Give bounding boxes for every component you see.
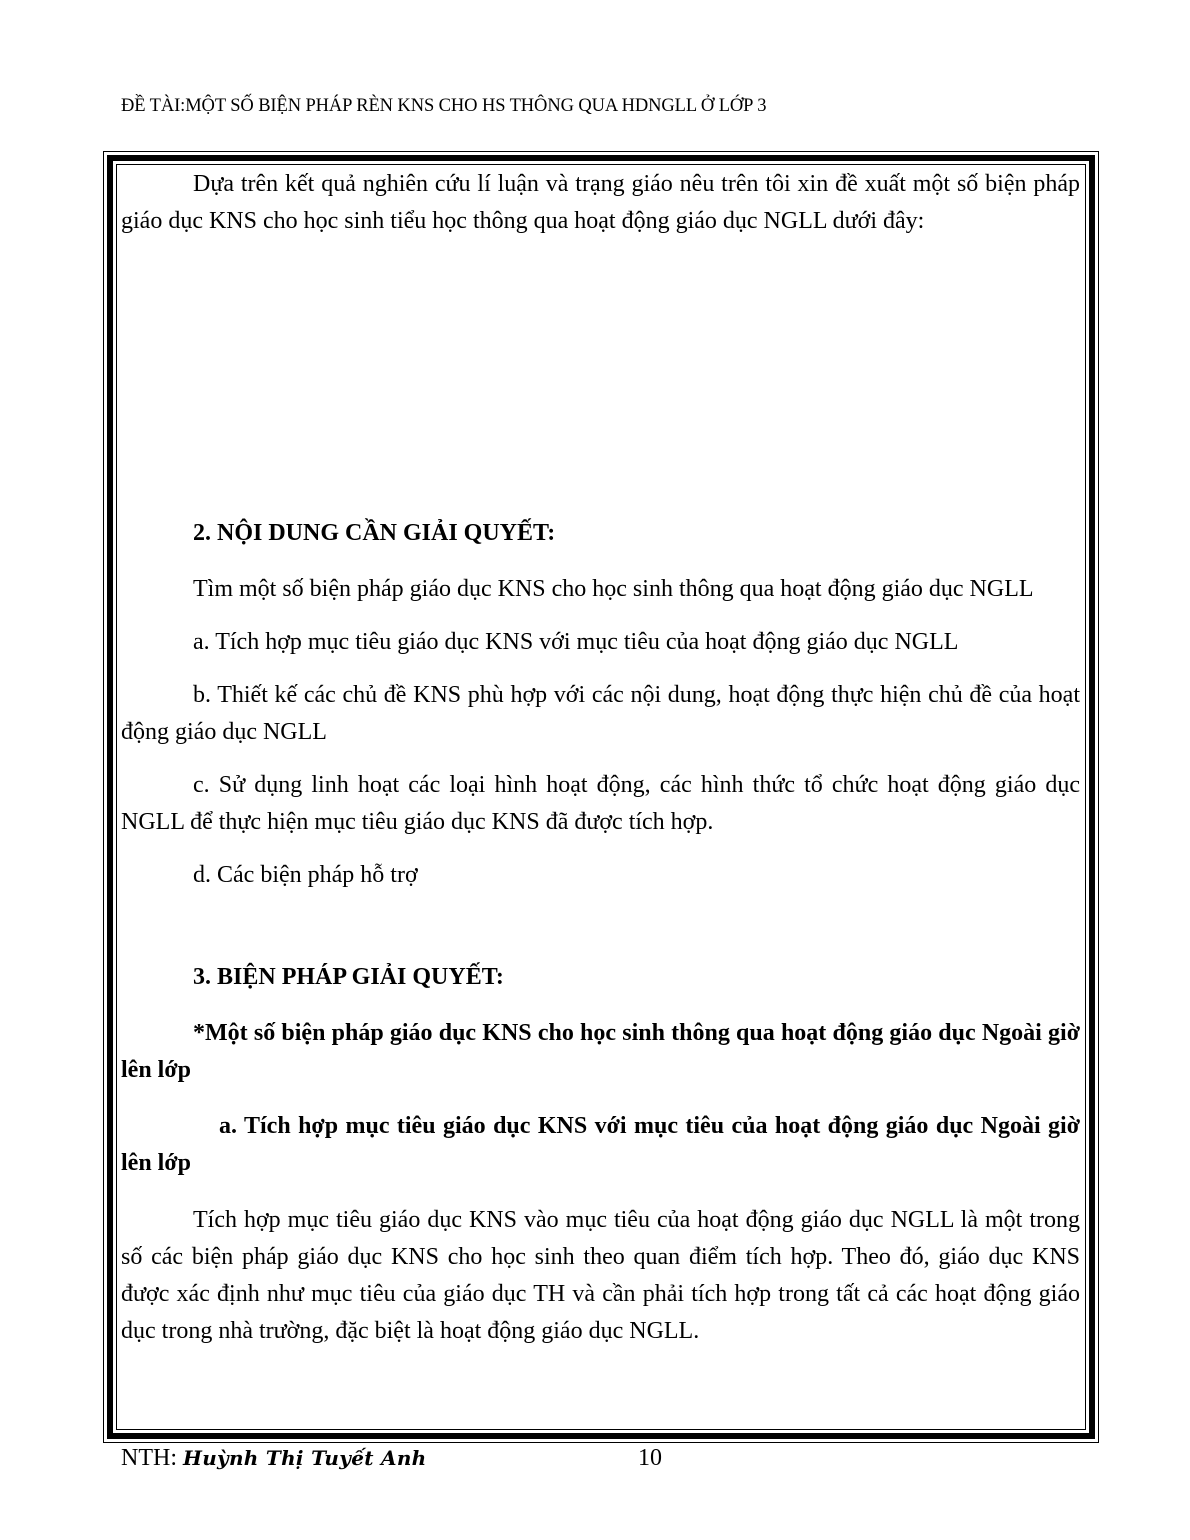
section-2-lead: Tìm một số biện pháp giáo dục KNS cho học sinh thông qua hoạt động giáo dục NGLL [193,576,1034,602]
section-2-item-a: a. Tích hợp mục tiêu giáo dục KNS với mục tiêu của hoạt động giáo dục NGLL [193,629,959,655]
footer-author [121,1445,427,1472]
section-3-content [121,959,1080,1182]
section-3-heading: 3. BIỆN PHÁP GIẢI QUYẾT: [193,964,504,990]
section-2-item-b: b. Thiết kế các chủ đề KNS phù hợp với các nội dung, hoạt động thực hiện chủ đề của hoạt động giáo dục NGLL [121,682,1080,745]
section-2-heading: 2. NỘI DUNG CẦN GIẢI QUYẾT: [193,520,556,546]
document-header: ĐỀ TÀI:MỘT SỐ BIỆN PHÁP RÈN KNS CHO HS THÔNG QUA HDNGLL Ở LỚP 3 [121,96,767,116]
page-number: 10 [638,1445,662,1471]
section-2-item-d: d. Các biện pháp hỗ trợ [193,862,418,888]
section-3-item-a-heading: a. Tích hợp mục tiêu giáo dục KNS với mục tiêu của hoạt động giáo dục Ngoài giờ lên lớp [121,1113,1080,1176]
intro-paragraph: Dựa trên kết quả nghiên cứu lí luận và trạng giáo nêu trên tôi xin đề xuất một số biện pháp giáo dục KNS cho học sinh tiểu học thông qua hoạt động giáo dục NGLL dưới đây: [121,171,1080,234]
author-name: Huỳnh Thị Tuyết Anh [183,1446,427,1470]
section-3-item-a-paragraph: Tích hợp mục tiêu giáo dục KNS vào mục tiêu của hoạt động giáo dục NGLL là một trong số các biện pháp giáo dục KNS cho học sinh theo quan điểm tích hợp. Theo đó, giáo dục KNS được xác định như mục tiêu của giáo dục TH và cần phải tích hợp trong tất cả các hoạt động giáo dục trong nhà trường, đặc biệt là hoạt động giáo dục NGLL. [121,1207,1080,1344]
section-3-subheading: *Một số biện pháp giáo dục KNS cho học sinh thông qua hoạt động giáo dục Ngoài giờ lên lớp [121,1020,1080,1083]
section-2-item-c: c. Sử dụng linh hoạt các loại hình hoạt động, các hình thức tổ chức hoạt động giáo dục NGLL để thực hiện mục tiêu giáo dục KNS đã được tích hợp. [121,772,1080,835]
footer-label: NTH: [121,1445,183,1471]
section-2-content [121,571,1080,894]
